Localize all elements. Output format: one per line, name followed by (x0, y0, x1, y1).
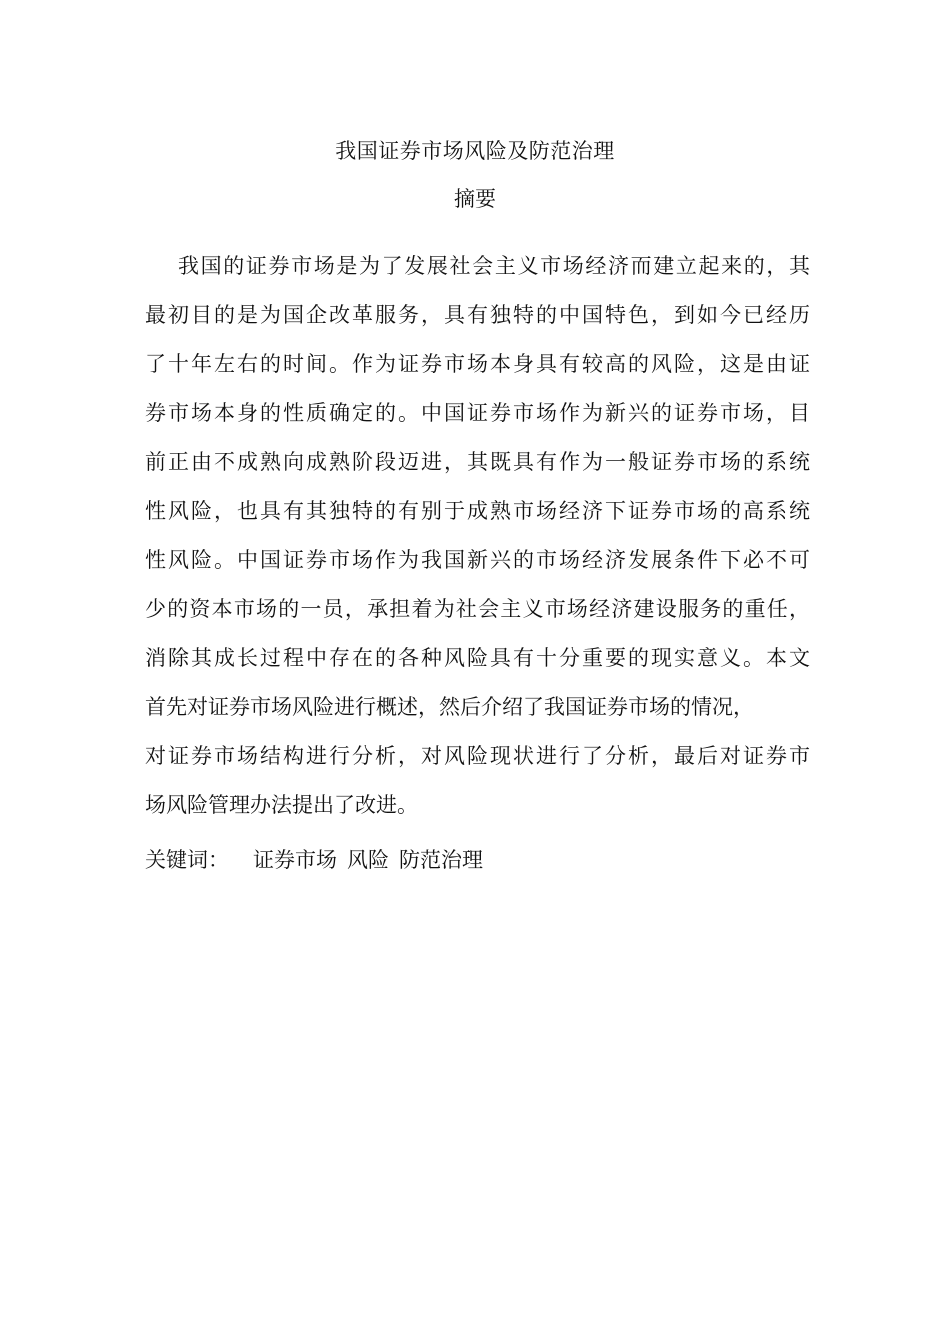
abstract-line: 性风险，也具有其独特的有别于成熟市场经济下证券市场的高系统 (145, 499, 810, 523)
keyword: 风险 (347, 848, 389, 872)
abstract-line: 前正由不成熟向成熟阶段迈进，其既具有作为一般证券市场的系统 (145, 450, 810, 474)
abstract-line: 少的资本市场的一员，承担着为社会主义市场经济建设服务的重任， (145, 597, 810, 621)
abstract-line: 券市场本身的性质确定的。中国证券市场作为新兴的证券市场，目 (145, 401, 810, 425)
abstract-line: 首先对证券市场风险进行概述，然后介绍了我国证券市场的情况， (145, 695, 754, 719)
keywords-line (145, 842, 493, 878)
abstract-line: 了十年左右的时间。作为证券市场本身具有较高的风险，这是由证 (145, 352, 810, 376)
abstract-line: 场风险管理办法提出了改进。 (145, 793, 418, 817)
abstract-heading: 摘要 (454, 187, 496, 211)
abstract-line: 消除其成长过程中存在的各种风险具有十分重要的现实意义。本文 (145, 646, 810, 670)
abstract-line: 对证券市场结构进行分析，对风险现状进行了分析，最后对证券市 (145, 744, 810, 768)
keywords-label: 关键词： (145, 848, 229, 872)
abstract-body (145, 242, 810, 830)
keyword: 防范治理 (399, 848, 483, 872)
keyword: 证券市场 (253, 848, 337, 872)
abstract-line: 我国的证券市场是为了发展社会主义市场经济而建立起来的，其 (178, 254, 810, 278)
abstract-line: 性风险。中国证券市场作为我国新兴的市场经济发展条件下必不可 (145, 548, 810, 572)
abstract-line: 最初目的是为国企改革服务，具有独特的中国特色，到如今已经历 (145, 303, 810, 327)
document-title: 我国证券市场风险及防范治理 (335, 139, 615, 163)
